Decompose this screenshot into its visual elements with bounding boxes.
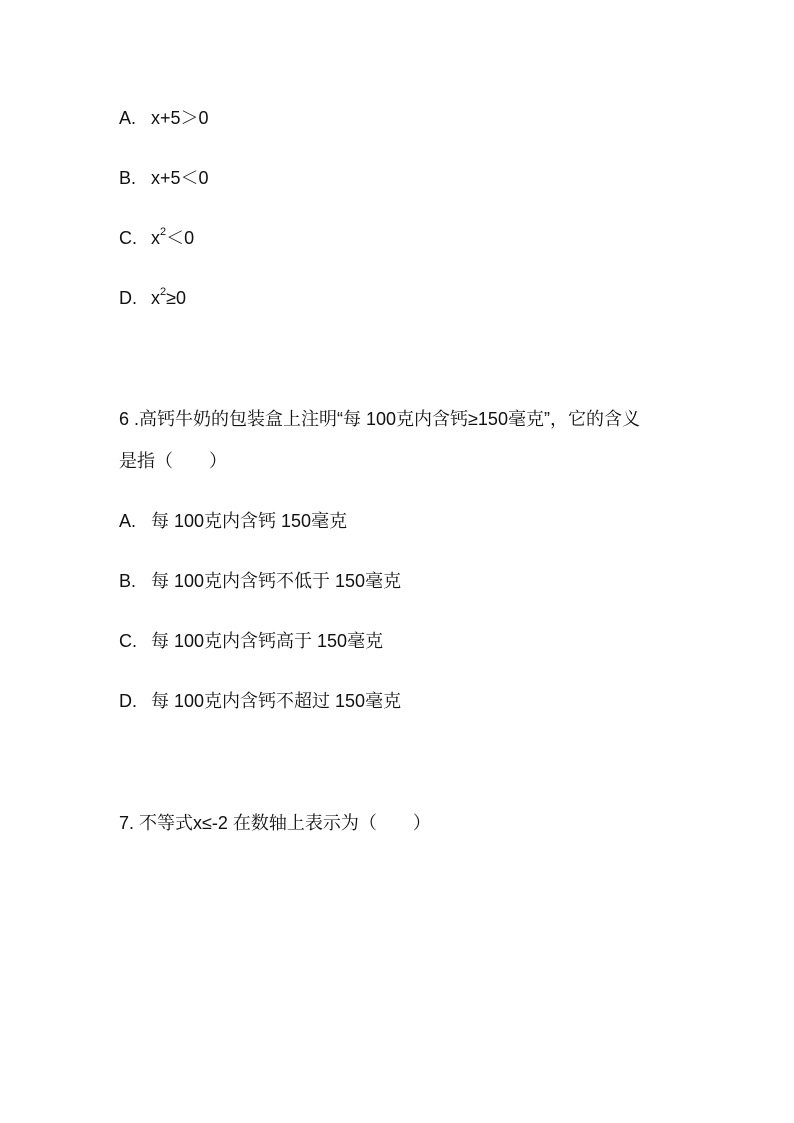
option-text: 每 100克内含钙不低于 150毫克 <box>151 571 402 591</box>
option-base: x <box>151 288 160 308</box>
option-exponent: 2 <box>160 286 167 298</box>
option-label: A. <box>119 511 137 531</box>
option-rest: ≥0 <box>166 288 187 308</box>
option-label: C. <box>119 228 137 248</box>
option-exponent: 2 <box>160 226 167 238</box>
option-text: 每 100克内含钙 150毫克 <box>151 511 348 531</box>
q6-stem-line1: 6 .高钙牛奶的包装盒上注明“每 100克内含钙≥150毫克”，它的含义 <box>119 409 640 429</box>
option-text: x+5＜0 <box>151 168 209 188</box>
option-text: x+5＞0 <box>151 108 209 128</box>
option-base: x <box>151 228 160 248</box>
q6-option-c <box>119 629 383 653</box>
q6-option-b <box>119 569 401 593</box>
q5-option-d <box>119 286 186 310</box>
option-rest: ＜0 <box>166 228 195 248</box>
q5-option-a <box>119 106 209 130</box>
option-label: D. <box>119 691 137 711</box>
option-label: B. <box>119 168 137 188</box>
q6-option-a <box>119 509 347 533</box>
option-text: 每 100克内含钙高于 150毫克 <box>151 631 384 651</box>
option-label: A. <box>119 108 137 128</box>
q6-option-d <box>119 689 401 713</box>
q5-option-b <box>119 166 209 190</box>
q7-stem: 7. 不等式x≤-2 在数轴上表示为（ ） <box>119 813 431 833</box>
option-label: C. <box>119 631 137 651</box>
q5-option-c <box>119 226 194 250</box>
option-label: B. <box>119 571 137 591</box>
option-label: D. <box>119 288 137 308</box>
option-text: 每 100克内含钙不超过 150毫克 <box>151 691 402 711</box>
q6-stem-line2: 是指（ ） <box>119 451 227 471</box>
